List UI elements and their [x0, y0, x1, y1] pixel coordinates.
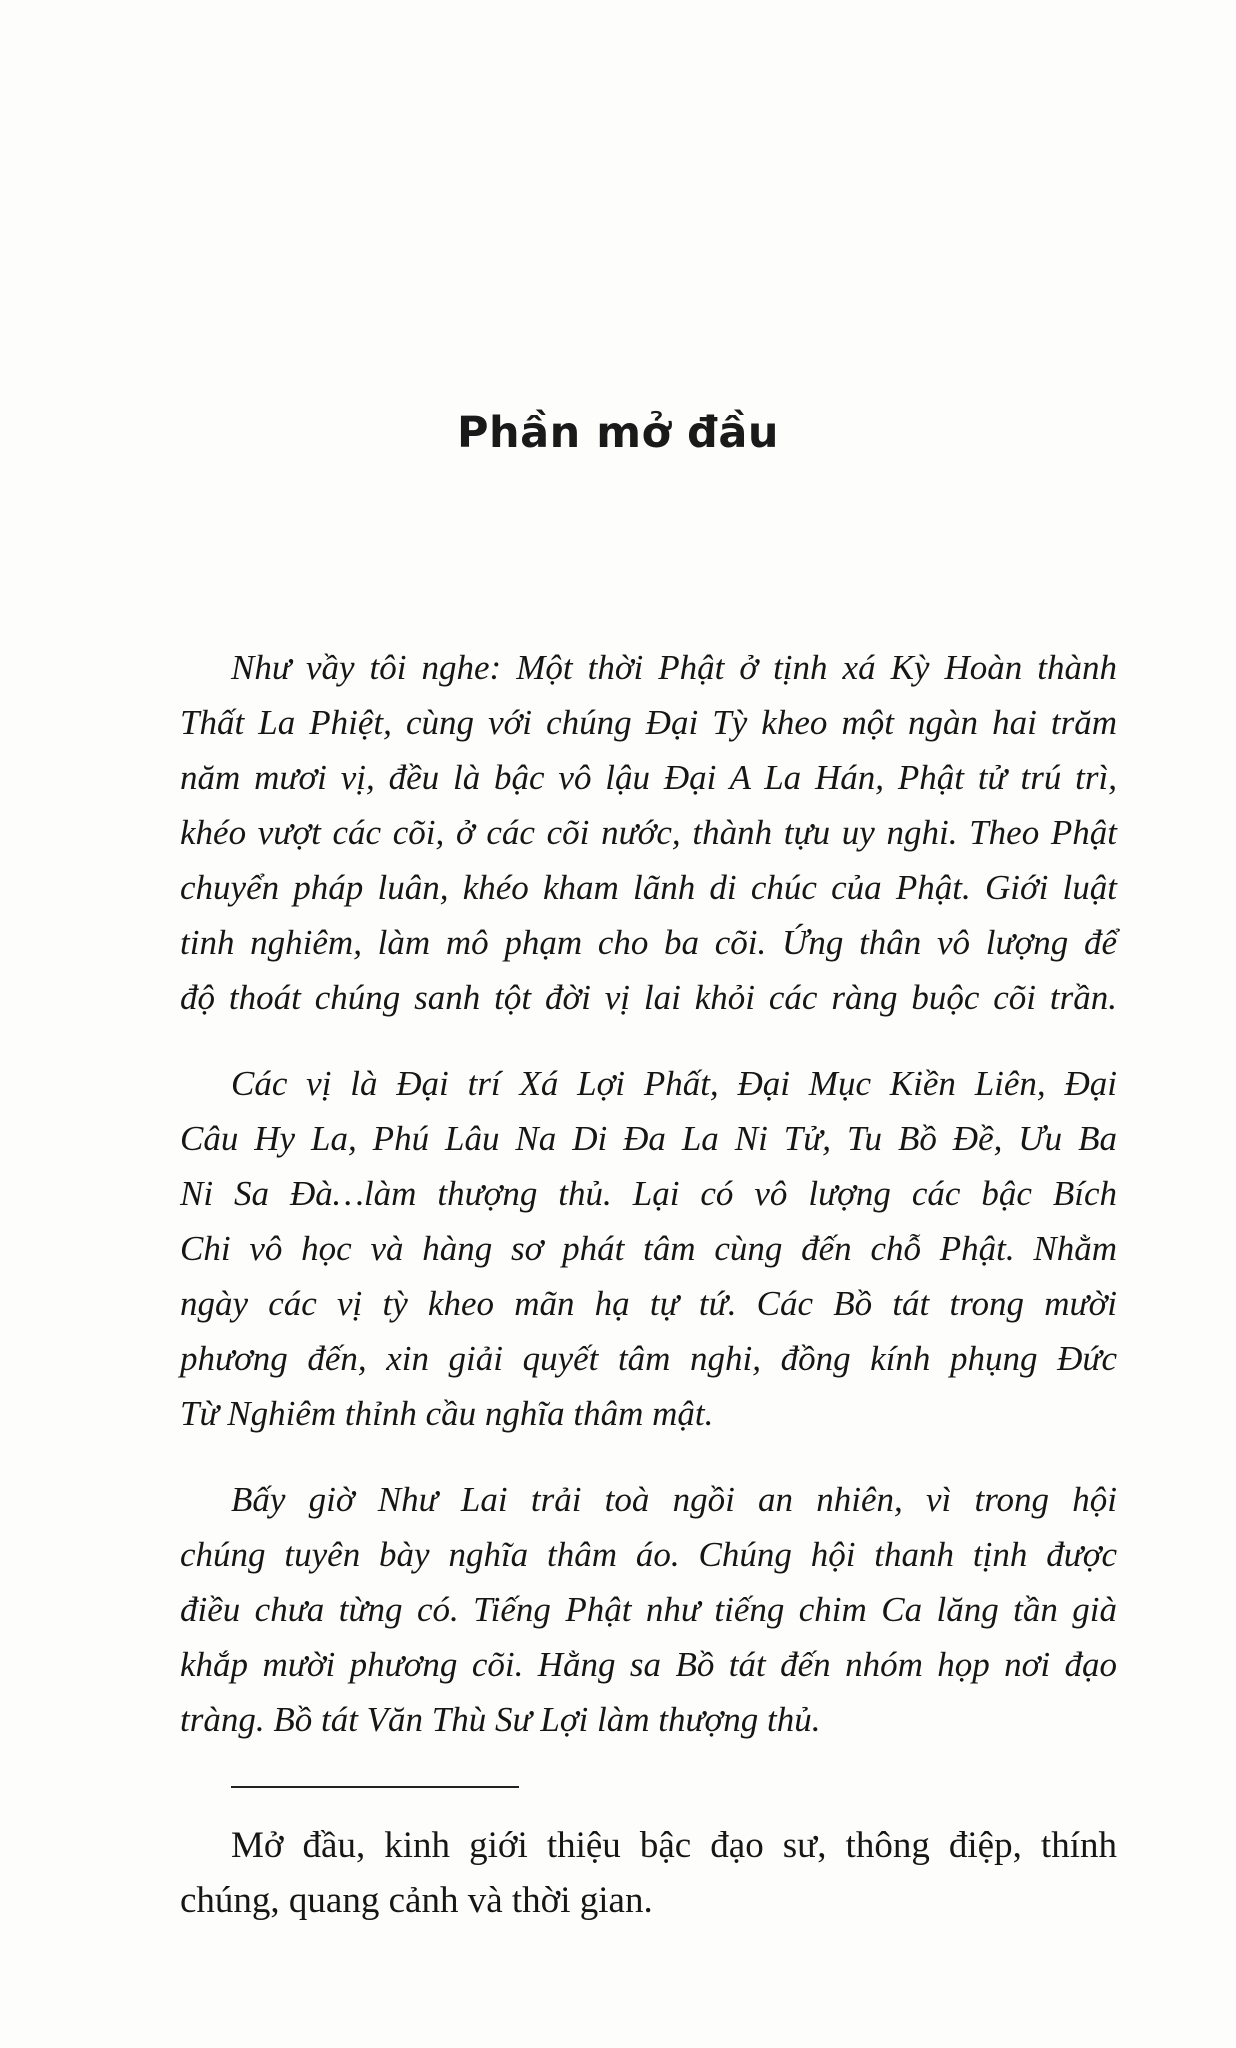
text-line: độ thoát chúng sanh tột đời vị lai khỏi các ràng buộc cõi trần. — [180, 978, 1117, 1017]
text-line: ngày các vị tỳ kheo mãn hạ tự tứ. Các Bồ tát trong mười — [180, 1284, 1117, 1323]
footnote-line: Mở đầu, kinh giới thiệu bậc đạo sư, thông điệp, thính — [231, 1825, 1117, 1866]
text-line: Thất La Phiệt, cùng với chúng Đại Tỳ kheo một ngàn hai trăm — [180, 703, 1117, 742]
text-line: Các vị là Đại trí Xá Lợi Phất, Đại Mục Kiền Liên, Đại — [231, 1064, 1117, 1103]
text-line: chuyển pháp luân, khéo kham lãnh di chúc của Phật. Giới luật — [180, 868, 1117, 907]
text-line: khéo vượt các cõi, ở các cõi nước, thành tựu uy nghi. Theo Phật — [180, 813, 1117, 852]
text-line: khắp mười phương cõi. Hằng sa Bồ tát đến nhóm họp nơi đạo — [180, 1645, 1117, 1684]
body-text — [180, 640, 1117, 1778]
text-line: chúng tuyên bày nghĩa thâm áo. Chúng hội thanh tịnh được — [180, 1535, 1117, 1574]
text-line: Câu Hy La, Phú Lâu Na Di Đa La Ni Tử, Tu Bồ Đề, Ưu Ba — [180, 1119, 1117, 1158]
text-line: phương đến, xin giải quyết tâm nghi, đồng kính phụng Đức — [180, 1339, 1117, 1378]
footnote-divider — [231, 1786, 519, 1788]
text-line: tràng. Bồ tát Văn Thù Sư Lợi làm thượng thủ. — [180, 1700, 821, 1739]
paragraph-1 — [180, 640, 1117, 1025]
chapter-title: Phần mở đầu — [457, 408, 779, 458]
text-line: Như vầy tôi nghe: Một thời Phật ở tịnh xá Kỳ Hoàn thành — [231, 648, 1117, 687]
text-line: Ni Sa Đà…làm thượng thủ. Lại có vô lượng các bậc Bích — [180, 1174, 1117, 1213]
text-line: Bấy giờ Như Lai trải toà ngồi an nhiên, vì trong hội — [231, 1480, 1117, 1519]
paragraph-2 — [180, 1056, 1117, 1441]
footnote — [180, 1818, 1117, 1928]
text-line: điều chưa từng có. Tiếng Phật như tiếng chim Ca lăng tần già — [180, 1590, 1117, 1629]
paragraph-3 — [180, 1472, 1117, 1747]
text-line: Chi vô học và hàng sơ phát tâm cùng đến chỗ Phật. Nhằm — [180, 1229, 1117, 1268]
text-line: Từ Nghiêm thỉnh cầu nghĩa thâm mật. — [180, 1394, 714, 1433]
text-line: năm mươi vị, đều là bậc vô lậu Đại A La Hán, Phật tử trú trì, — [180, 758, 1117, 797]
text-line: tinh nghiêm, làm mô phạm cho ba cõi. Ứng thân vô lượng để — [180, 923, 1117, 962]
footnote-line: chúng, quang cảnh và thời gian. — [180, 1880, 653, 1921]
